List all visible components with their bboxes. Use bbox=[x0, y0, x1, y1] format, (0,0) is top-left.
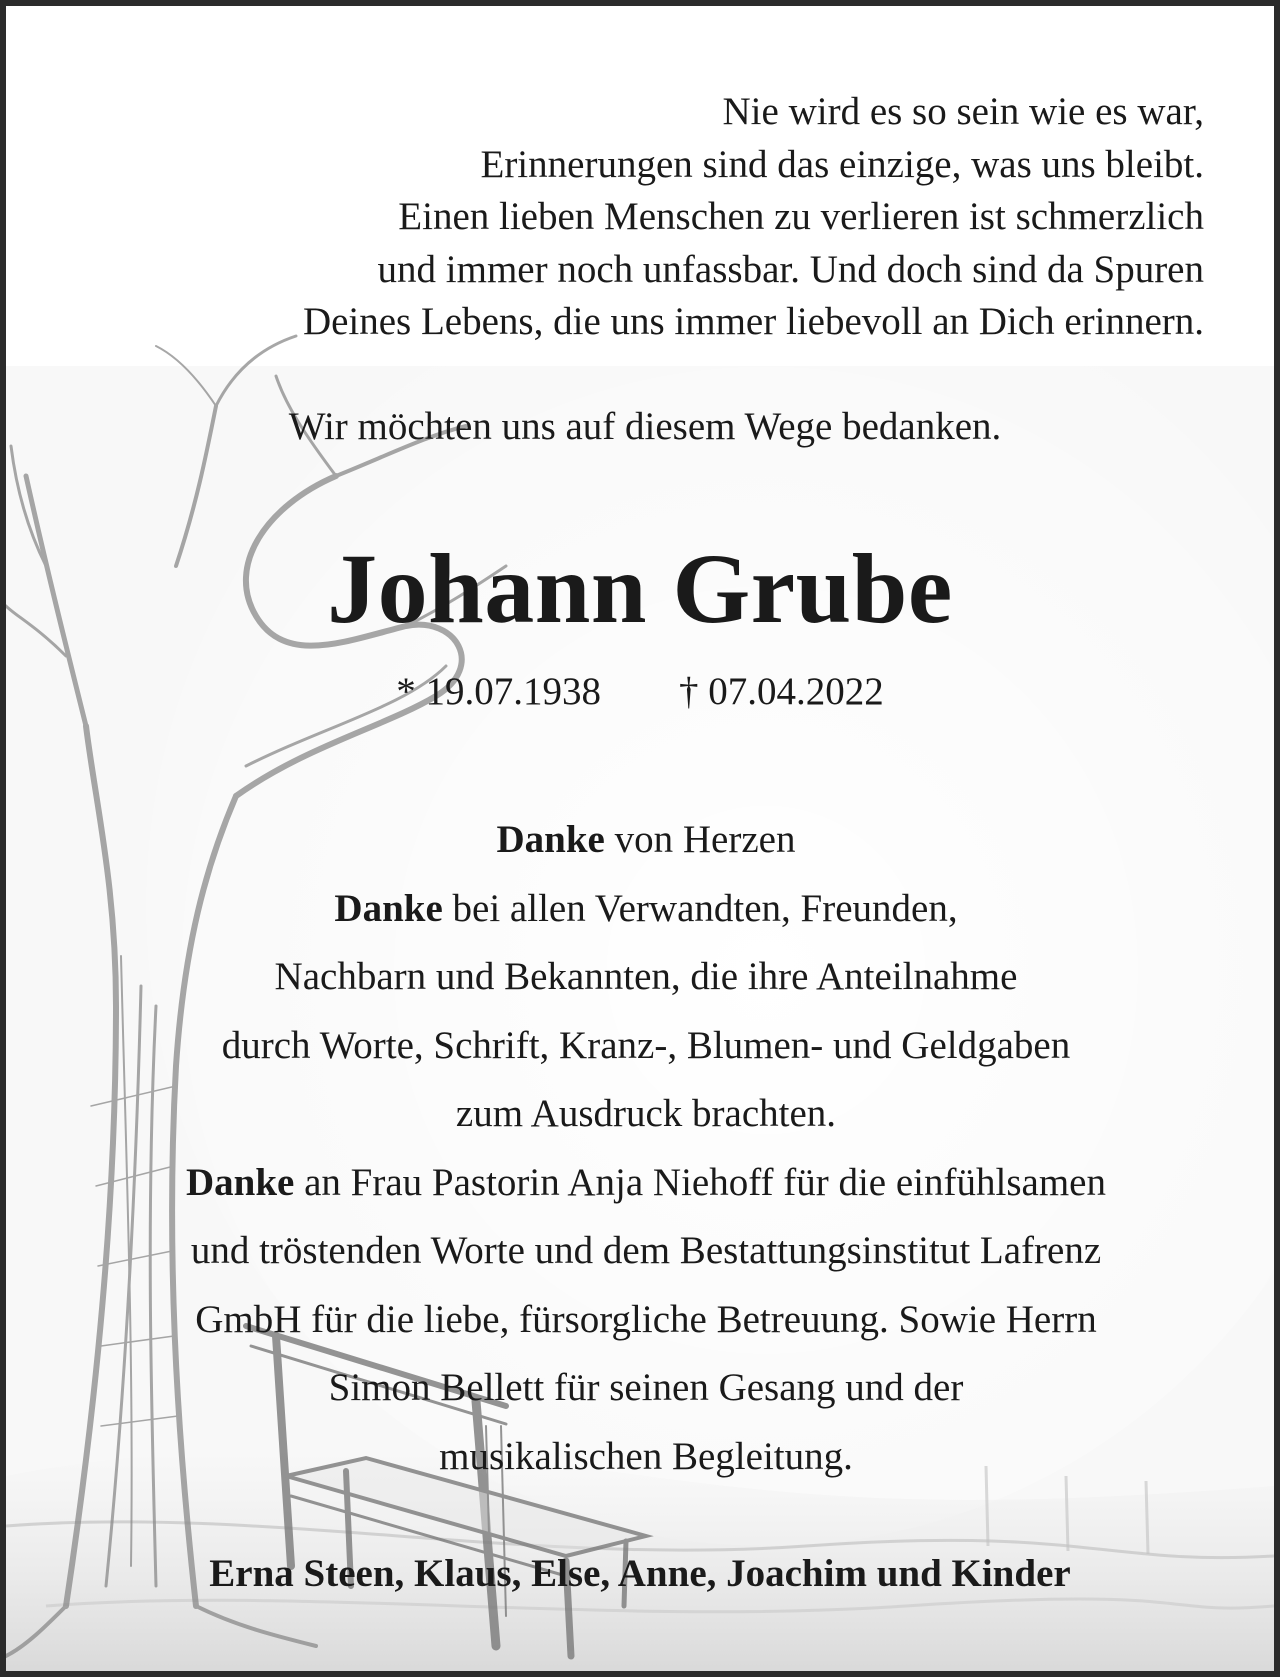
thank-you-message bbox=[46, 806, 1246, 1491]
message-line bbox=[46, 806, 1246, 875]
poem-line: Erinnerungen sind das einzige, was uns bleibt. bbox=[480, 142, 1204, 186]
poem-block bbox=[84, 86, 1204, 349]
message-line: durch Worte, Schrift, Kranz-, Blumen- und Geldgaben bbox=[221, 1023, 1071, 1067]
poem-line: Nie wird es so sein wie es war, bbox=[722, 90, 1204, 133]
message-line: Nachbarn und Bekannten, die ihre Anteilnahme bbox=[274, 955, 1018, 998]
poem-line: Einen lieben Menschen zu verlieren ist schmerzlich bbox=[398, 195, 1204, 238]
death-date: † 07.04.2022 bbox=[679, 670, 884, 713]
message-line: und tröstenden Worte und dem Bestattungsinstitut Lafrenz bbox=[190, 1229, 1102, 1272]
message-line: musikalischen Begleitung. bbox=[439, 1434, 853, 1478]
message-line: GmbH für die liebe, fürsorgliche Betreuung. Sowie Herrn bbox=[195, 1297, 1097, 1341]
message-text: bei allen Verwandten, Freunden, bbox=[442, 886, 958, 930]
message-line: zum Ausdruck brachten. bbox=[455, 1092, 837, 1135]
birth-date: * 19.07.1938 bbox=[396, 670, 601, 713]
thanks-intro: Wir möchten uns auf diesem Wege bedanken. bbox=[288, 405, 1002, 448]
danke-keyword: Danke bbox=[334, 886, 443, 930]
obituary-content bbox=[6, 6, 1274, 1671]
life-dates bbox=[6, 668, 1274, 716]
message-line: Simon Bellett für seinen Gesang und der bbox=[328, 1366, 964, 1409]
poem-line: und immer noch unfassbar. Und doch sind da Spuren bbox=[377, 247, 1204, 291]
family-signature: Erna Steen, Klaus, Else, Anne, Joachim und Kinder bbox=[209, 1552, 1071, 1595]
poem-line: Deines Lebens, die uns immer liebevoll an Dich erinnern. bbox=[302, 300, 1204, 343]
danke-keyword: Danke bbox=[186, 1160, 295, 1204]
message-line bbox=[46, 1149, 1246, 1218]
danke-keyword: Danke bbox=[496, 818, 605, 861]
message-line bbox=[46, 875, 1246, 944]
message-text: von Herzen bbox=[604, 818, 796, 861]
message-text: an Frau Pastorin Anja Niehoff für die einfühlsamen bbox=[294, 1160, 1106, 1204]
deceased-name: Johann Grube bbox=[327, 533, 953, 644]
